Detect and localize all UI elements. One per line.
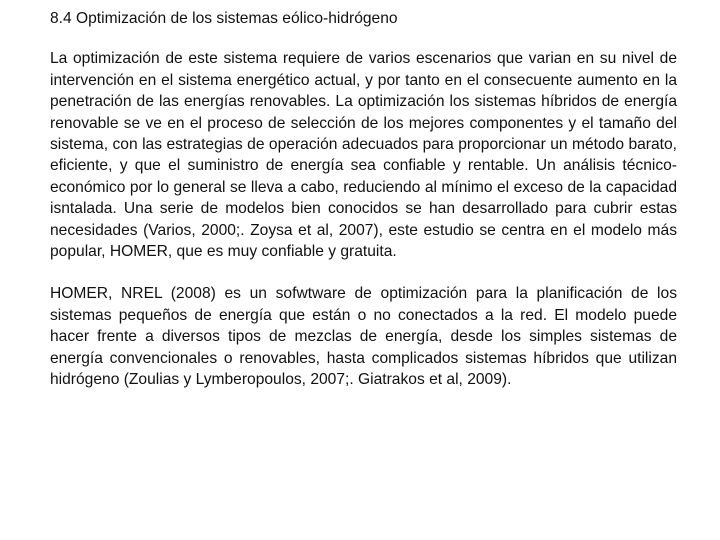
section-heading: 8.4 Optimización de los sistemas eólico-hidrógeno [50, 10, 398, 27]
document-page [50, 8, 677, 412]
paragraph-optimization: La optimización de este sistema requiere de varios escenarios que varian en su nivel de intervención en el sistema energético actual, y por tanto en el consecuente aumento en la penetración de las energías renovables. La optimización los sistemas híbridos de energía renovable se ve en el proceso de selección de los mejores componentes y el tamaño del sistema, con las estrategias de operación adecuados para proporcionar un método barato, eficiente, y que el suministro de energía sea confiable y rentable. Un análisis técnico-económico por lo general se lleva a cabo, reduciendo al mínimo el exceso de la capacidad isntalada. Una serie de modelos bien conocidos se han desarrollado para cubrir estas necesidades (Varios, 2000;. Zoysa et al, 2007), este estudio se centra en el modelo más popular, HOMER, que es muy confiable y gratuita. [50, 50, 677, 261]
paragraph-homer: HOMER, NREL (2008) es un sofwtware de optimización para la planificación de los sistemas pequeños de energía que están o no conectados a la red. El modelo puede hacer frente a diversos tipos de mezclas de energía, desde los simples sistemas de energía convencionales o renovables, hasta complicados sistemas híbridos que utilizan hidrógeno (Zoulias y Lymberopoulos, 2007;. Giatrakos et al, 2009). [50, 285, 677, 389]
